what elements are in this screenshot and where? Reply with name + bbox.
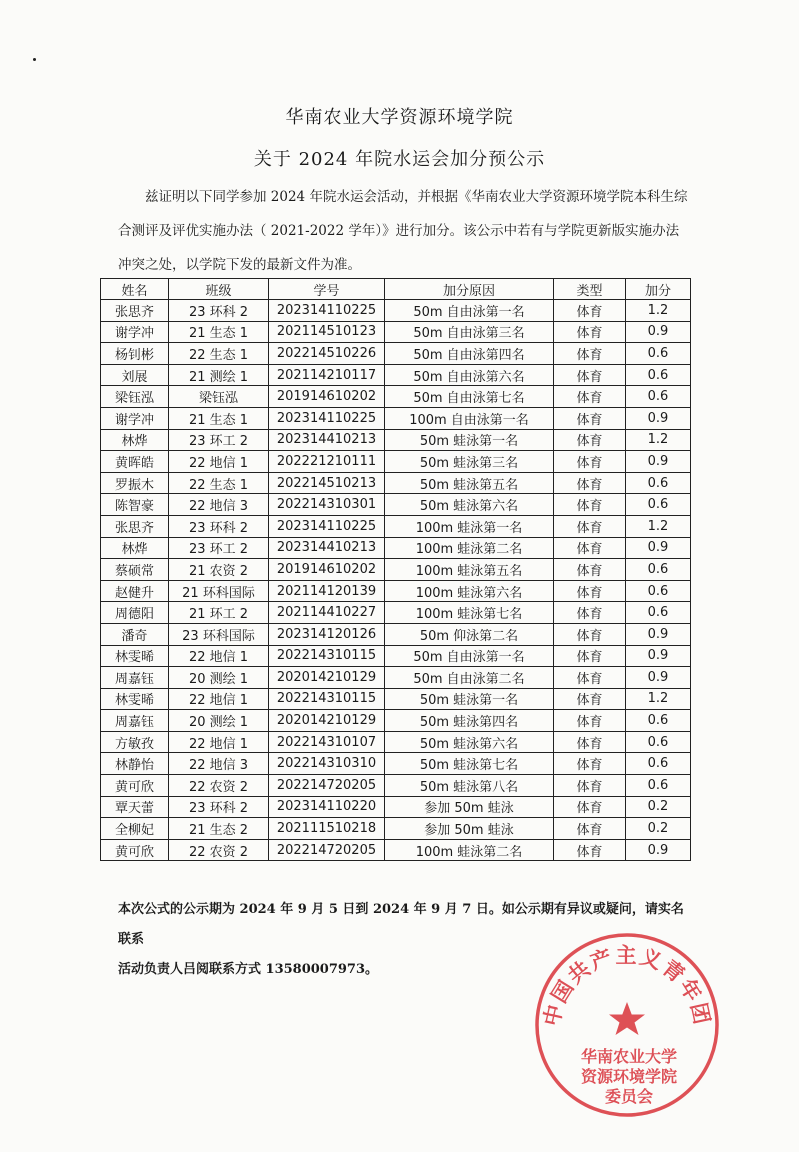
table-row — [101, 559, 691, 581]
cell-type: 体育 — [554, 429, 626, 451]
cell-points: 1.2 — [626, 688, 691, 710]
cell-reason: 50m 自由泳第三名 — [385, 321, 554, 343]
cell-points: 0.9 — [626, 645, 691, 667]
table-row — [101, 580, 691, 602]
table-row — [101, 645, 691, 667]
cell-class: 22 地信 1 — [169, 688, 269, 710]
cell-class: 22 农资 2 — [169, 775, 269, 797]
cell-points: 0.6 — [626, 602, 691, 624]
cell-type: 体育 — [554, 407, 626, 429]
cell-name: 杨钊彬 — [101, 343, 169, 365]
cell-reason: 参加 50m 蛙泳 — [385, 818, 554, 840]
cell-name: 林雯晞 — [101, 688, 169, 710]
cell-name: 陈智豪 — [101, 494, 169, 516]
table-row — [101, 472, 691, 494]
cell-reason: 50m 蛙泳第七名 — [385, 753, 554, 775]
table-row — [101, 623, 691, 645]
cell-reason: 50m 自由泳第六名 — [385, 364, 554, 386]
cell-student-id: 202214310107 — [269, 731, 385, 753]
cell-student-id: 202214310310 — [269, 753, 385, 775]
cell-reason: 100m 蛙泳第五名 — [385, 559, 554, 581]
cell-points: 0.9 — [626, 667, 691, 689]
col-points-header: 加分 — [626, 279, 691, 300]
official-seal — [532, 930, 722, 1120]
cell-points: 0.6 — [626, 775, 691, 797]
cell-type: 体育 — [554, 321, 626, 343]
seal-line-2: 资源环境学院 — [580, 1067, 678, 1086]
cell-class: 22 生态 1 — [169, 343, 269, 365]
table-row — [101, 688, 691, 710]
cell-student-id: 201914610202 — [269, 559, 385, 581]
cell-points: 1.2 — [626, 300, 691, 322]
cell-class: 23 环工 2 — [169, 537, 269, 559]
intro-paragraph: 兹证明以下同学参加 2024 年院水运会活动，并根据《华南农业大学资源环境学院本科生综合测评及评优实施办法（ 2021-2022 学年）》进行加分。该公示中若有与学院更新版实施办法冲突之处，以学院下发的最新文件为准。 — [118, 189, 688, 273]
document-title: 关于 2024 年院水运会加分预公示 — [253, 149, 546, 170]
cell-points: 0.6 — [626, 710, 691, 732]
cell-type: 体育 — [554, 472, 626, 494]
cell-type: 体育 — [554, 645, 626, 667]
table-row — [101, 775, 691, 797]
table-row — [101, 602, 691, 624]
cell-points: 0.9 — [626, 839, 691, 861]
cell-type: 体育 — [554, 494, 626, 516]
cell-name: 周德阳 — [101, 602, 169, 624]
table-row — [101, 537, 691, 559]
table-row — [101, 407, 691, 429]
cell-reason: 100m 蛙泳第二名 — [385, 537, 554, 559]
table-row — [101, 731, 691, 753]
cell-reason: 100m 蛙泳第一名 — [385, 515, 554, 537]
cell-points: 0.6 — [626, 386, 691, 408]
cell-class: 22 地信 1 — [169, 451, 269, 473]
cell-reason: 100m 自由泳第一名 — [385, 407, 554, 429]
col-student-id-header: 学号 — [269, 279, 385, 300]
cell-type: 体育 — [554, 515, 626, 537]
cell-reason: 50m 自由泳第二名 — [385, 667, 554, 689]
cell-type: 体育 — [554, 602, 626, 624]
seal-arc-text: 中国共产主义青年团 — [538, 942, 716, 1029]
col-class-header: 班级 — [169, 279, 269, 300]
cell-name: 谢学冲 — [101, 321, 169, 343]
cell-type: 体育 — [554, 753, 626, 775]
cell-name: 方敏孜 — [101, 731, 169, 753]
cell-class: 23 环科 2 — [169, 796, 269, 818]
cell-student-id: 202214310115 — [269, 645, 385, 667]
cell-name: 潘奇 — [101, 623, 169, 645]
cell-points: 0.6 — [626, 580, 691, 602]
table-header-row — [101, 279, 691, 300]
cell-reason: 50m 蛙泳第六名 — [385, 731, 554, 753]
cell-type: 体育 — [554, 364, 626, 386]
cell-name: 谢学冲 — [101, 407, 169, 429]
cell-student-id: 202314410213 — [269, 537, 385, 559]
cell-type: 体育 — [554, 386, 626, 408]
cell-student-id: 202214720205 — [269, 775, 385, 797]
score-table — [100, 278, 691, 861]
table-row — [101, 667, 691, 689]
table-row — [101, 753, 691, 775]
cell-reason: 50m 仰泳第二名 — [385, 623, 554, 645]
cell-class: 22 地信 1 — [169, 731, 269, 753]
table-row — [101, 710, 691, 732]
cell-class: 21 生态 1 — [169, 407, 269, 429]
cell-student-id: 202114120139 — [269, 580, 385, 602]
table-row — [101, 515, 691, 537]
table-row — [101, 451, 691, 473]
cell-type: 体育 — [554, 580, 626, 602]
cell-name: 赵健升 — [101, 580, 169, 602]
cell-class: 21 生态 2 — [169, 818, 269, 840]
cell-name: 林雯晞 — [101, 645, 169, 667]
table-row — [101, 321, 691, 343]
cell-type: 体育 — [554, 839, 626, 861]
cell-class: 20 测绘 1 — [169, 667, 269, 689]
cell-class: 22 生态 1 — [169, 472, 269, 494]
table-row — [101, 796, 691, 818]
cell-student-id: 202214510226 — [269, 343, 385, 365]
cell-name: 周嘉钰 — [101, 710, 169, 732]
cell-type: 体育 — [554, 710, 626, 732]
cell-type: 体育 — [554, 667, 626, 689]
cell-name: 黄可欣 — [101, 839, 169, 861]
cell-name: 林烨 — [101, 537, 169, 559]
cell-reason: 50m 蛙泳第八名 — [385, 775, 554, 797]
cell-reason: 100m 蛙泳第七名 — [385, 602, 554, 624]
cell-class: 21 环科国际 — [169, 580, 269, 602]
cell-points: 0.6 — [626, 731, 691, 753]
star-icon — [609, 1002, 645, 1035]
cell-reason: 50m 自由泳第一名 — [385, 300, 554, 322]
cell-student-id: 202314110225 — [269, 300, 385, 322]
table-row — [101, 494, 691, 516]
cell-reason: 50m 蛙泳第四名 — [385, 710, 554, 732]
cell-student-id: 202014210129 — [269, 710, 385, 732]
cell-points: 1.2 — [626, 515, 691, 537]
cell-name: 覃天蕾 — [101, 796, 169, 818]
cell-reason: 50m 蛙泳第一名 — [385, 429, 554, 451]
cell-points: 0.6 — [626, 753, 691, 775]
cell-type: 体育 — [554, 818, 626, 840]
col-name-header: 姓名 — [101, 279, 169, 300]
cell-student-id: 202014210129 — [269, 667, 385, 689]
cell-student-id: 202221210111 — [269, 451, 385, 473]
cell-student-id: 202314110225 — [269, 407, 385, 429]
cell-class: 21 生态 1 — [169, 321, 269, 343]
cell-type: 体育 — [554, 451, 626, 473]
cell-points: 0.6 — [626, 559, 691, 581]
cell-points: 0.6 — [626, 494, 691, 516]
cell-points: 0.6 — [626, 364, 691, 386]
cell-points: 0.2 — [626, 796, 691, 818]
cell-class: 23 环科 2 — [169, 300, 269, 322]
col-type-header: 类型 — [554, 279, 626, 300]
cell-name: 张思齐 — [101, 515, 169, 537]
cell-name: 刘展 — [101, 364, 169, 386]
cell-reason: 50m 自由泳第一名 — [385, 645, 554, 667]
cell-type: 体育 — [554, 300, 626, 322]
cell-class: 梁钰泓 — [169, 386, 269, 408]
footer-line-2: 活动负责人吕阅联系方式 13580007973。 — [118, 962, 379, 977]
scan-speck — [33, 58, 36, 61]
cell-class: 20 测绘 1 — [169, 710, 269, 732]
table-row — [101, 364, 691, 386]
cell-type: 体育 — [554, 623, 626, 645]
cell-reason: 50m 蛙泳第五名 — [385, 472, 554, 494]
cell-reason: 50m 蛙泳第三名 — [385, 451, 554, 473]
cell-class: 21 环工 2 — [169, 602, 269, 624]
seal-line-1: 华南农业大学 — [580, 1047, 678, 1066]
cell-points: 0.6 — [626, 472, 691, 494]
cell-type: 体育 — [554, 731, 626, 753]
cell-student-id: 202314410213 — [269, 429, 385, 451]
cell-reason: 50m 蛙泳第六名 — [385, 494, 554, 516]
cell-student-id: 202214510213 — [269, 472, 385, 494]
cell-points: 0.9 — [626, 451, 691, 473]
table-row — [101, 343, 691, 365]
cell-reason: 50m 自由泳第四名 — [385, 343, 554, 365]
table-row — [101, 429, 691, 451]
cell-class: 22 农资 2 — [169, 839, 269, 861]
cell-class: 23 环科 2 — [169, 515, 269, 537]
seal-line-3: 委员会 — [604, 1087, 654, 1106]
cell-student-id: 202114210117 — [269, 364, 385, 386]
cell-points: 0.9 — [626, 407, 691, 429]
cell-class: 22 地信 1 — [169, 645, 269, 667]
cell-reason: 50m 自由泳第七名 — [385, 386, 554, 408]
cell-name: 黄晖皓 — [101, 451, 169, 473]
cell-reason: 100m 蛙泳第六名 — [385, 580, 554, 602]
cell-name: 蔡硕常 — [101, 559, 169, 581]
cell-class: 21 测绘 1 — [169, 364, 269, 386]
cell-class: 22 地信 3 — [169, 494, 269, 516]
cell-name: 林静怡 — [101, 753, 169, 775]
footer-line-1: 本次公式的公示期为 2024 年 9 月 5 日到 2024 年 9 月 7 日。如公示期有异议或疑问，请实名联系 — [118, 902, 684, 947]
col-reason-header: 加分原因 — [385, 279, 554, 300]
cell-reason: 100m 蛙泳第二名 — [385, 839, 554, 861]
cell-type: 体育 — [554, 796, 626, 818]
cell-student-id: 202111510218 — [269, 818, 385, 840]
cell-type: 体育 — [554, 343, 626, 365]
cell-class: 21 农资 2 — [169, 559, 269, 581]
table-row — [101, 839, 691, 861]
cell-points: 0.6 — [626, 343, 691, 365]
cell-points: 0.9 — [626, 321, 691, 343]
cell-name: 林烨 — [101, 429, 169, 451]
cell-name: 罗振木 — [101, 472, 169, 494]
cell-points: 1.2 — [626, 429, 691, 451]
cell-reason: 参加 50m 蛙泳 — [385, 796, 554, 818]
cell-points: 0.9 — [626, 623, 691, 645]
cell-type: 体育 — [554, 688, 626, 710]
org-title: 华南农业大学资源环境学院 — [285, 107, 514, 128]
cell-class: 22 地信 3 — [169, 753, 269, 775]
cell-name: 周嘉钰 — [101, 667, 169, 689]
cell-type: 体育 — [554, 775, 626, 797]
table-row — [101, 386, 691, 408]
cell-points: 0.2 — [626, 818, 691, 840]
cell-reason: 50m 蛙泳第一名 — [385, 688, 554, 710]
cell-student-id: 202214310301 — [269, 494, 385, 516]
cell-name: 梁钰泓 — [101, 386, 169, 408]
cell-student-id: 201914610202 — [269, 386, 385, 408]
cell-name: 全柳妃 — [101, 818, 169, 840]
cell-class: 23 环科国际 — [169, 623, 269, 645]
cell-student-id: 202214720205 — [269, 839, 385, 861]
cell-student-id: 202214310115 — [269, 688, 385, 710]
cell-class: 23 环工 2 — [169, 429, 269, 451]
table-row — [101, 818, 691, 840]
cell-student-id: 202314110220 — [269, 796, 385, 818]
cell-student-id: 202314120126 — [269, 623, 385, 645]
table-row — [101, 300, 691, 322]
cell-name: 黄可欣 — [101, 775, 169, 797]
cell-student-id: 202114510123 — [269, 321, 385, 343]
cell-type: 体育 — [554, 537, 626, 559]
cell-points: 0.9 — [626, 537, 691, 559]
cell-student-id: 202314110225 — [269, 515, 385, 537]
cell-student-id: 202114410227 — [269, 602, 385, 624]
cell-type: 体育 — [554, 559, 626, 581]
cell-name: 张思齐 — [101, 300, 169, 322]
